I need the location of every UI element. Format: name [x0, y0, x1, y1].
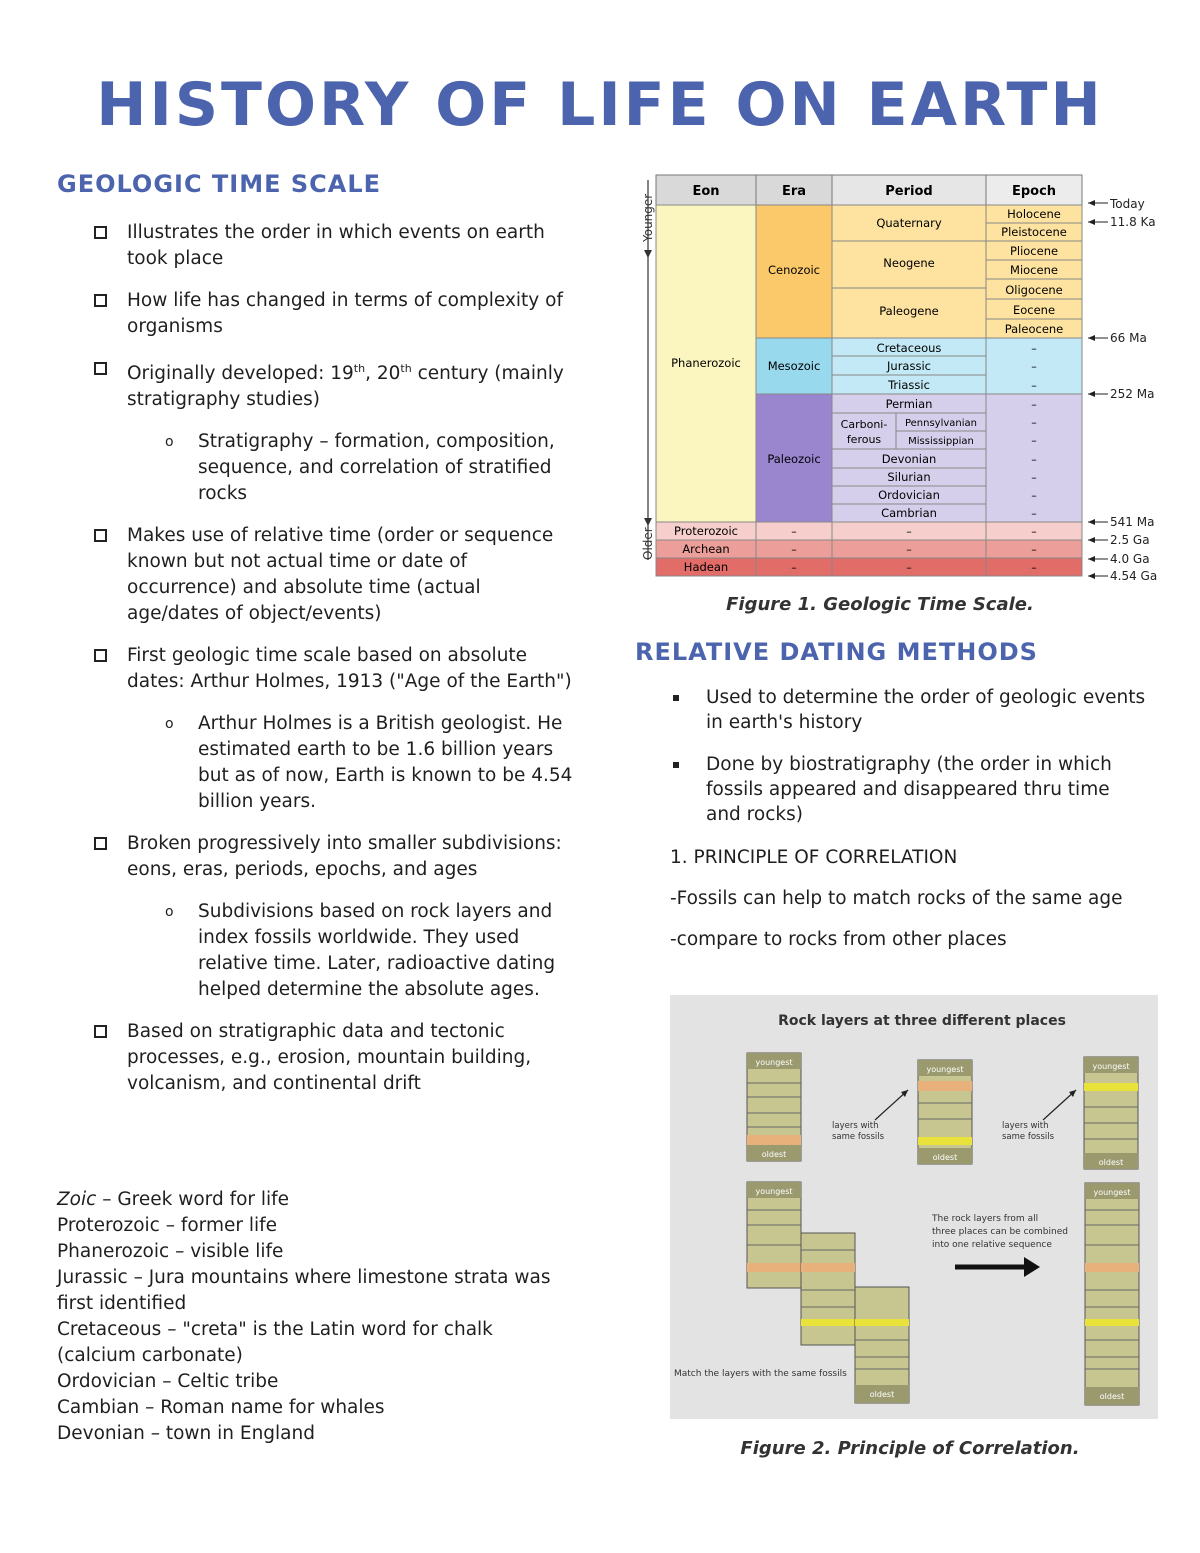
circle-bullet-icon: o: [165, 434, 174, 451]
eon-phanerozoic-label: Phanerozoic: [671, 356, 741, 370]
dash: –: [906, 525, 912, 538]
dash: –: [1031, 525, 1037, 538]
dash: –: [791, 561, 797, 574]
eon-proterozoic-label: Proterozoic: [674, 524, 738, 538]
fossil-layer-yellow: [1085, 1319, 1139, 1326]
dash: –: [1031, 360, 1037, 373]
fossil-layer-orange: [1085, 1263, 1139, 1272]
page-title: HISTORY OF LIFE ON EARTH: [96, 70, 1104, 140]
age-today: Today: [1110, 197, 1145, 211]
oldest-label: oldest: [761, 1150, 787, 1159]
arrow-left-icon: [1088, 573, 1095, 579]
period-cretaceous-label: Cretaceous: [876, 341, 942, 355]
period-permian-label: Permian: [885, 397, 933, 411]
list-item: Used to determine the order of geologic events in earth's history: [670, 685, 1150, 735]
rock-column: [1085, 1183, 1139, 1405]
dash: –: [1031, 453, 1037, 466]
period-neogene-label: Neogene: [883, 256, 935, 270]
match-label: Match the layers with the same fossils: [674, 1369, 847, 1379]
checkbox-icon: [94, 529, 107, 542]
checkbox-icon: [94, 362, 107, 375]
header-epoch-label: Epoch: [1011, 184, 1057, 199]
arrow-label-2a: layers with: [1002, 1121, 1049, 1131]
definition-zoic: Zoic – Greek word for life: [57, 1189, 290, 1210]
arrow-left-icon: [1088, 335, 1095, 341]
dash: –: [1031, 507, 1037, 520]
fossil-layer-orange: [918, 1081, 972, 1091]
correlation-line-1: -Fossils can help to match rocks of the same age: [670, 888, 1123, 909]
epoch-eocene-label: Eocene: [1012, 303, 1056, 317]
age-4-54-ga: 4.54 Ga: [1110, 569, 1158, 583]
combined-column: [1085, 1183, 1139, 1405]
youngest-label: youngest: [1093, 1188, 1131, 1197]
axis-label-younger: Younger: [641, 193, 655, 242]
arrow-left-icon: [1088, 556, 1095, 562]
dash: –: [791, 525, 797, 538]
youngest-label: youngest: [1092, 1062, 1130, 1071]
list-item: How life has changed in terms of complexity of organisms: [57, 288, 577, 340]
period-triassic-label: Triassic: [888, 378, 930, 392]
period-devonian-label: Devonian: [881, 452, 937, 466]
circle-bullet-icon: o: [165, 716, 174, 733]
oldest-label: oldest: [1098, 1158, 1124, 1167]
header-era-label: Era: [781, 184, 807, 199]
arrow-left-icon: [1088, 219, 1095, 225]
youngest-label: youngest: [926, 1065, 964, 1074]
period-ordovician-label: Ordovician: [878, 488, 940, 502]
eon-archean-label: Archean: [682, 542, 730, 556]
dash: –: [1031, 434, 1037, 447]
era-cenozoic-label: Cenozoic: [767, 263, 821, 277]
dash: –: [1031, 379, 1037, 392]
list-item: Makes use of relative time (order or sequence known but not actual time or date of occurrence) and absolute time (actual age/dates of object/events): [57, 523, 577, 627]
square-bullet-icon: [673, 695, 679, 701]
dash: –: [1031, 561, 1037, 574]
checkbox-icon: [94, 649, 107, 662]
age-252-ma: 252 Ma: [1110, 387, 1155, 401]
dash: –: [1031, 342, 1037, 355]
age-66-ma: 66 Ma: [1110, 331, 1147, 345]
oldest-label: oldest: [1099, 1392, 1125, 1401]
dash: –: [791, 543, 797, 556]
oldest-label: oldest: [932, 1153, 958, 1162]
period-silurian-label: Silurian: [887, 470, 931, 484]
rock-column-2: [918, 1060, 972, 1164]
list-item: Based on stratigraphic data and tectonic processes, e.g., erosion, mountain building, volcanism, and continental drift: [57, 1019, 577, 1097]
definition-jurassic: Jurassic – Jura mountains where limestone strata was first identified: [57, 1267, 551, 1314]
fossil-layer-yellow: [855, 1319, 909, 1326]
rock-column-1: [747, 1053, 801, 1161]
dash: –: [906, 543, 912, 556]
axis-label-older: Older: [641, 527, 655, 560]
circle-bullet-icon: o: [165, 904, 174, 921]
epoch-holocene-label: Holocene: [1007, 207, 1061, 221]
list-item: Broken progressively into smaller subdivisions: eons, eras, periods, epochs, and ages: [57, 831, 577, 883]
header-period-label: Period: [885, 184, 933, 199]
definition-proterozoic: Proterozoic – former life: [57, 1215, 278, 1236]
header-eon-label: Eon: [692, 184, 720, 199]
age-markers: [1088, 197, 1157, 583]
period-cambrian-label: Cambrian: [881, 506, 937, 520]
arrow-down-icon: [644, 518, 652, 526]
definition-cambian: Cambian – Roman name for whales: [57, 1397, 385, 1418]
period-jurassic-label: Jurassic: [887, 359, 931, 373]
fossil-layer-yellow: [1084, 1083, 1138, 1091]
combined-text-1: The rock layers from all: [932, 1214, 1039, 1224]
principle-heading: 1. PRINCIPLE OF CORRELATION: [670, 847, 958, 868]
age-541-ma: 541 Ma: [1110, 515, 1155, 529]
combined-text-2: three places can be combined: [932, 1227, 1068, 1237]
list-item: o Stratigraphy – formation, composition, sequence, and correlation of stratified rocks: [165, 431, 555, 505]
arrow-left-icon: [1088, 519, 1095, 525]
fossil-layer-orange: [801, 1263, 855, 1272]
correlation-line-2: -compare to rocks from other places: [670, 929, 1007, 950]
figure1-caption: Figure 1. Geologic Time Scale.: [726, 594, 1034, 615]
age-11-8-ka: 11.8 Ka: [1110, 215, 1156, 229]
list-item: Done by biostratigraphy (the order in which fossils appeared and disappeared thru time and rocks): [670, 752, 1150, 827]
era-mesozoic-label: Mesozoic: [767, 359, 821, 373]
definition-phanerozoic: Phanerozoic – visible life: [57, 1241, 284, 1262]
era-paleozoic-label: Paleozoic: [767, 452, 821, 466]
list-item: o Subdivisions based on rock layers and index fossils worldwide. They used relative time. Later, radioactive dating helped determine the absolute ages.: [165, 901, 556, 1001]
epoch-pleistocene-label: Pleistocene: [1001, 225, 1067, 239]
list-item: Illustrates the order in which events on earth took place: [57, 220, 577, 272]
figure2-title: Rock layers at three different places: [778, 1013, 1066, 1029]
period-carboniferous-label-1: Carboni-: [840, 418, 888, 431]
arrow-label-2b: same fossils: [1002, 1132, 1055, 1142]
geologic-time-scale-figure: [630, 170, 1170, 590]
square-bullet-icon: [673, 762, 679, 768]
age-2-5-ga: 2.5 Ga: [1110, 533, 1150, 547]
checkbox-icon: [94, 1025, 107, 1038]
eon-hadean-label: Hadean: [683, 560, 729, 574]
relative-dating-content: [670, 685, 1150, 967]
list-item: o Arthur Holmes is a British geologist. He estimated earth to be 1.6 billion years but as of now, Earth is known to be 4.54 billion years.: [165, 713, 573, 813]
fossil-layer-yellow: [918, 1137, 972, 1145]
combined-text-3: into one relative sequence: [932, 1240, 1052, 1250]
arrow-label-1a: layers with: [832, 1121, 879, 1131]
definition-devonian: Devonian – town in England: [57, 1423, 315, 1444]
definition-cretaceous: Cretaceous – "creta" is the Latin word for chalk (calcium carbonate): [57, 1319, 493, 1366]
definition-ordovician: Ordovician – Celtic tribe: [57, 1371, 279, 1392]
fossil-layer-orange: [747, 1263, 801, 1272]
period-pennsylvanian-label: Pennsylvanian: [904, 418, 978, 429]
list-item: [57, 356, 577, 413]
period-paleogene-label: Paleogene: [879, 304, 939, 318]
section-heading-geologic-time-scale: GEOLOGIC TIME SCALE: [57, 170, 382, 198]
arrow-left-icon: [1088, 200, 1095, 206]
period-quaternary-label: Quaternary: [876, 216, 942, 230]
youngest-label: youngest: [755, 1187, 793, 1196]
epoch-miocene-label: Miocene: [1010, 263, 1058, 277]
rock-column: [1084, 1057, 1138, 1169]
fossil-layer-orange: [747, 1135, 801, 1145]
principle-of-correlation-figure: [670, 995, 1158, 1419]
period-carboniferous-label-2: ferous: [846, 433, 882, 446]
arrow-left-icon: [1088, 391, 1095, 397]
arrow-down-icon: [644, 250, 652, 258]
arrow-left-icon: [1088, 537, 1095, 543]
dash: –: [1031, 416, 1037, 429]
period-mississippian-label: Mississippian: [908, 436, 974, 447]
rock-column-3: [1084, 1057, 1138, 1169]
term-definitions: [57, 1187, 577, 1447]
dash: –: [906, 561, 912, 574]
originally-developed-text: Originally developed: 19th, 20th century (mainly stratigraphy studies): [127, 362, 564, 411]
dash: –: [1031, 489, 1037, 502]
fossil-layer-yellow: [801, 1319, 855, 1326]
dash: –: [1031, 543, 1037, 556]
dash: –: [1031, 398, 1037, 411]
age-4-0-ga: 4.0 Ga: [1110, 552, 1150, 566]
section-heading-relative-dating: RELATIVE DATING METHODS: [635, 638, 1038, 666]
geologic-time-scale-list: [57, 220, 577, 1113]
epoch-pliocene-label: Pliocene: [1009, 244, 1059, 258]
arrow-label-1b: same fossils: [832, 1132, 885, 1142]
checkbox-icon: [94, 837, 107, 850]
epoch-paleocene-label: Paleocene: [1004, 322, 1064, 336]
dash: –: [1031, 471, 1037, 484]
list-item: First geologic time scale based on absolute dates: Arthur Holmes, 1913 ("Age of the Earth"): [57, 643, 577, 695]
figure2-caption: Figure 2. Principle of Correlation.: [740, 1438, 1080, 1459]
checkbox-icon: [94, 294, 107, 307]
checkbox-icon: [94, 226, 107, 239]
oldest-label: oldest: [869, 1390, 895, 1399]
epoch-oligocene-label: Oligocene: [1005, 283, 1063, 297]
youngest-label: youngest: [755, 1058, 793, 1067]
